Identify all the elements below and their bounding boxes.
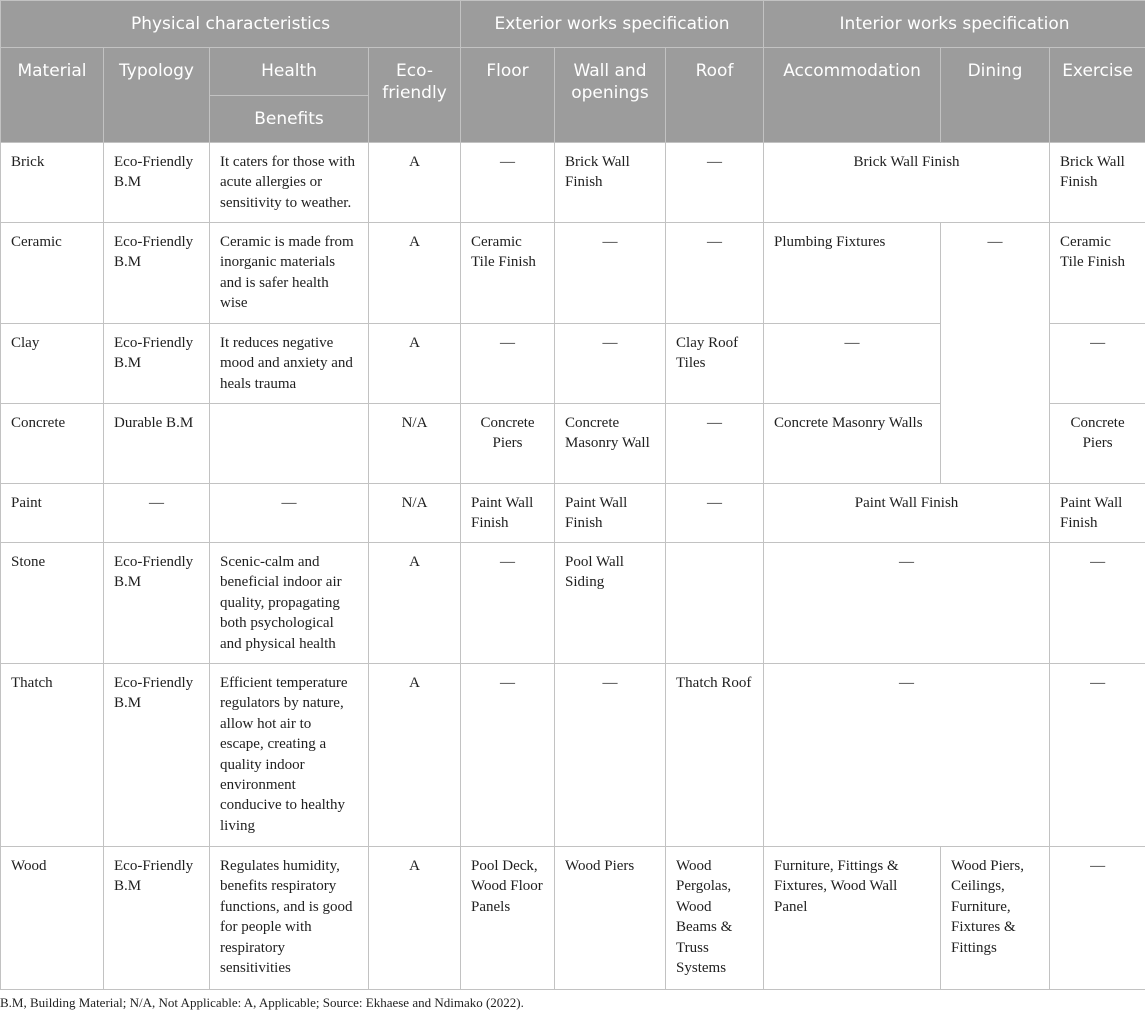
cell-benefits: It caters for those with acute allergies or sensitivity to weather.: [210, 143, 369, 223]
header-physical-characteristics: Physical characteristics: [1, 1, 461, 48]
cell-exercise: —: [1050, 847, 1145, 990]
cell-eco-friendly: A: [369, 223, 461, 324]
cell-floor: —: [461, 543, 555, 664]
cell-wall-openings: —: [555, 223, 666, 324]
cell-benefits: Ceramic is made from inorganic materials and is safer health wise: [210, 223, 369, 324]
cell-eco-friendly: A: [369, 324, 461, 404]
cell-material: Ceramic: [1, 223, 104, 324]
cell-eco-friendly: A: [369, 847, 461, 990]
cell-eco-friendly: A: [369, 664, 461, 847]
table-row-brick: [1, 143, 1145, 223]
cell-material: Thatch: [1, 664, 104, 847]
cell-floor: —: [461, 664, 555, 847]
cell-typology: Eco-Friendly B.M: [104, 143, 210, 223]
cell-roof: —: [666, 223, 764, 324]
cell-benefits: —: [210, 484, 369, 543]
header-accommodation: Accommodation: [764, 48, 941, 143]
table-row-thatch: [1, 664, 1145, 847]
cell-material: Paint: [1, 484, 104, 543]
cell-floor: Concrete Piers: [461, 404, 555, 484]
header-floor: Floor: [461, 48, 555, 143]
cell-accommodation-dining: Paint Wall Finish: [764, 484, 1050, 543]
table-row-ceramic: [1, 223, 1145, 324]
cell-accommodation-dining: —: [764, 664, 1050, 847]
cell-roof: Wood Pergolas, Wood Beams & Truss Systems: [666, 847, 764, 990]
cell-accommodation: —: [764, 324, 941, 404]
cell-accommodation: Concrete Masonry Walls: [764, 404, 941, 484]
cell-eco-friendly: N/A: [369, 484, 461, 543]
cell-material: Concrete: [1, 404, 104, 484]
cell-exercise: Ceramic Tile Finish: [1050, 223, 1145, 324]
table-footnote: B.M, Building Material; N/A, Not Applicable: A, Applicable; Source: Ekhaese and Ndimako (2022).: [0, 995, 524, 1010]
cell-exercise: Concrete Piers: [1050, 404, 1145, 484]
table-body: [1, 143, 1145, 990]
cell-benefits: Scenic-calm and beneficial indoor air quality, propagating both psychological and physical health: [210, 543, 369, 664]
cell-roof: —: [666, 143, 764, 223]
cell-wall-openings: Brick Wall Finish: [555, 143, 666, 223]
cell-wall-openings: Paint Wall Finish: [555, 484, 666, 543]
cell-benefits: Efficient temperature regulators by nature, allow hot air to escape, creating a quality indoor environment conducive to healthy living: [210, 664, 369, 847]
cell-accommodation-dining: Brick Wall Finish: [764, 143, 1050, 223]
cell-typology: Durable B.M: [104, 404, 210, 484]
header-health: Health: [210, 48, 369, 96]
cell-exercise: —: [1050, 664, 1145, 847]
cell-eco-friendly: A: [369, 543, 461, 664]
cell-exercise: —: [1050, 543, 1145, 664]
cell-typology: Eco-Friendly B.M: [104, 847, 210, 990]
cell-roof: Clay Roof Tiles: [666, 324, 764, 404]
cell-floor: Pool Deck, Wood Floor Panels: [461, 847, 555, 990]
cell-floor: Paint Wall Finish: [461, 484, 555, 543]
header-material: Material: [1, 48, 104, 143]
cell-floor: Ceramic Tile Finish: [461, 223, 555, 324]
cell-typology: Eco-Friendly B.M: [104, 324, 210, 404]
cell-eco-friendly: A: [369, 143, 461, 223]
table-row-paint: [1, 484, 1145, 543]
cell-eco-friendly: N/A: [369, 404, 461, 484]
cell-typology: Eco-Friendly B.M: [104, 223, 210, 324]
header-roof: Roof: [666, 48, 764, 143]
cell-wall-openings: —: [555, 324, 666, 404]
header-wall-openings: Wall and openings: [555, 48, 666, 143]
header-interior-works: Interior works specification: [764, 1, 1145, 48]
cell-dining: —: [941, 223, 1050, 484]
cell-accommodation-dining: —: [764, 543, 1050, 664]
cell-typology: —: [104, 484, 210, 543]
cell-wall-openings: Pool Wall Siding: [555, 543, 666, 664]
header-dining: Dining: [941, 48, 1050, 143]
cell-exercise: Paint Wall Finish: [1050, 484, 1145, 543]
header-exterior-works: Exterior works specification: [461, 1, 764, 48]
cell-exercise: Brick Wall Finish: [1050, 143, 1145, 223]
cell-material: Brick: [1, 143, 104, 223]
cell-accommodation: Plumbing Fixtures: [764, 223, 941, 324]
table-header: [1, 1, 1145, 143]
cell-typology: Eco-Friendly B.M: [104, 664, 210, 847]
cell-wall-openings: Wood Piers: [555, 847, 666, 990]
cell-typology: Eco-Friendly B.M: [104, 543, 210, 664]
cell-roof: —: [666, 404, 764, 484]
cell-roof: [666, 543, 764, 664]
cell-benefits: [210, 404, 369, 484]
header-exercise: Exercise: [1050, 48, 1145, 143]
cell-exercise: —: [1050, 324, 1145, 404]
cell-dining: Wood Piers, Ceilings, Furniture, Fixtures & Fittings: [941, 847, 1050, 990]
cell-roof: Thatch Roof: [666, 664, 764, 847]
table-row-wood: [1, 847, 1145, 990]
header-eco-friendly: Eco-friendly: [369, 48, 461, 143]
cell-floor: —: [461, 324, 555, 404]
header-group-row: [1, 1, 1145, 48]
cell-floor: —: [461, 143, 555, 223]
cell-benefits: Regulates humidity, benefits respiratory functions, and is good for people with respiratory sensitivities: [210, 847, 369, 990]
cell-wall-openings: Concrete Masonry Wall: [555, 404, 666, 484]
cell-wall-openings: —: [555, 664, 666, 847]
cell-benefits: It reduces negative mood and anxiety and heals trauma: [210, 324, 369, 404]
cell-accommodation: Furniture, Fittings & Fixtures, Wood Wall Panel: [764, 847, 941, 990]
table-row-stone: [1, 543, 1145, 664]
cell-material: Stone: [1, 543, 104, 664]
cell-material: Clay: [1, 324, 104, 404]
header-benefits: Benefits: [210, 96, 369, 143]
cell-roof: —: [666, 484, 764, 543]
cell-material: Wood: [1, 847, 104, 990]
header-typology: Typology: [104, 48, 210, 143]
header-column-row: [1, 48, 1145, 96]
